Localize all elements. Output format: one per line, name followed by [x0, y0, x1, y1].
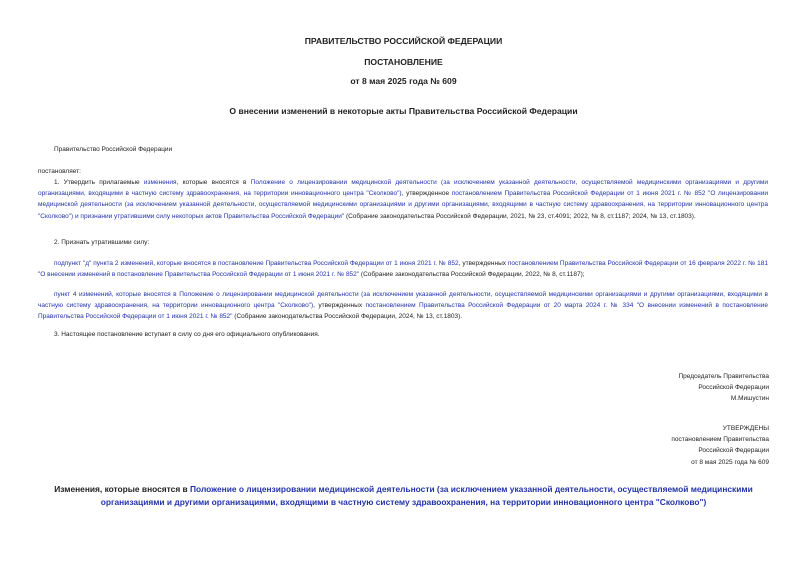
resolution-852-link[interactable]: постановлением Правительства Российской Федерации от 1 июня 2021 г. № 852 "О лицензировании медицинской деятельности (за исключением указанной деятельности, осуществляемой медицинскими организациями и другими организациями, входящими в частную систему здравоохранения, на территории инновационного центра "Сколково") и признании утратившими силу некоторых актов Правительства Российской Федерации" [38, 190, 769, 220]
subparagraph-2 [38, 289, 768, 323]
subparagraph-d-link[interactable]: подпункт "д" пункта 2 изменений, которые вносятся в постановление Правительства Российской Федерации от 1 июня 2021 г. № 852 [54, 260, 459, 267]
document-date-number: от 8 мая 2025 года № 609 [350, 76, 457, 86]
changes-title-regulation-link[interactable]: Положение о лицензировании медицинской деятельности (за исключением указанной деятельности, осуществляемой медицинскими организациями и другими организациями, входящими в частную систему здравоохранения, на территории инновационного центра "Сколково") [100, 484, 753, 507]
changes-title [40, 483, 767, 508]
approval-line-3: Российской Федерации [698, 447, 769, 455]
approval-heading: УТВЕРЖДЕНЫ [722, 425, 769, 432]
approval-line-2: постановлением Правительства [671, 436, 769, 444]
point-4-link[interactable]: пункт 4 изменений, которые вносятся в Положение о лицензировании медицинской деятельности (за исключением указанной деятельности, осуществляемой медицинскими организациями и другими организациями, входящими в частную систему здравоохранения, на территории инновационного центра "Сколково") [38, 291, 768, 310]
resolution-181-link[interactable]: постановлением Правительства Российской Федерации от 16 февраля 2022 г. № 181 "О внесении изменений в постановление Правительства Российской Федерации от 1 июня 2021 г. № 852" [38, 260, 768, 279]
paragraph-2: 2. Признать утратившими силу: [54, 239, 150, 246]
changes-title-text: Изменения, которые вносятся в [54, 484, 191, 494]
document-type: ПОСТАНОВЛЕНИЕ [364, 57, 443, 67]
document-title: О внесении изменений в некоторые акты Правительства Российской Федерации [229, 106, 578, 116]
paragraph-1-text-c: , утвержденное [401, 190, 452, 198]
government-heading: ПРАВИТЕЛЬСТВО РОССИЙСКОЙ ФЕДЕРАЦИИ [304, 36, 503, 46]
regulation-link[interactable]: Положение о лицензировании медицинской деятельности (за исключением указанной деятельности, осуществляемой медицинскими организациями и другими организациями, входящими в частную систему здравоохранения, на территории инновационного центра "Сколково") [38, 179, 768, 198]
paragraph-3: 3. Настоящее постановление вступает в силу со дня его официального опубликования. [54, 331, 320, 338]
paragraph-1 [38, 177, 768, 222]
subparagraph-2-text-b: (Собрание законодательства Российской Федерации, 2024, № 13, ст.1803). [232, 313, 463, 321]
signature-block [678, 371, 769, 405]
intro-text: Правительство Российской Федерации [54, 146, 173, 153]
approval-date-number: от 8 мая 2025 года № 609 [691, 458, 769, 466]
decides-text: постановляет: [38, 168, 81, 175]
signature-country: Российской Федерации [698, 384, 769, 392]
signature-name: М.Мишустин [730, 395, 769, 403]
paragraph-1-text-b: , которые вносятся в [176, 179, 251, 186]
changes-link[interactable]: изменения [143, 179, 177, 186]
subparagraph-1 [38, 258, 768, 280]
approval-block [671, 423, 769, 468]
paragraph-1-text-d: (Собрание законодательства Российской Федерации, 2021, № 23, ст.4091; 2022, № 8, ст.1187; 2024, № 13, ст.1803). [344, 212, 696, 220]
subparagraph-2-text-a: , утвержденных [313, 302, 366, 310]
signature-position: Председатель Правительства [678, 373, 769, 380]
subparagraph-1-text-b: (Собрание законодательства Российской Федерации, 2022, № 8, ст.1187); [359, 271, 585, 279]
resolution-334-link[interactable]: постановлением Правительства Российской Федерации от 20 марта 2024 г. № 334 "О внесении изменений в постановление Правительства Российской Федерации от 1 июня 2021 г. № 852" [38, 302, 768, 321]
paragraph-1-text-a: 1. Утвердить прилагаемые [54, 179, 144, 186]
subparagraph-1-text-a: , утвержденных [458, 260, 508, 267]
